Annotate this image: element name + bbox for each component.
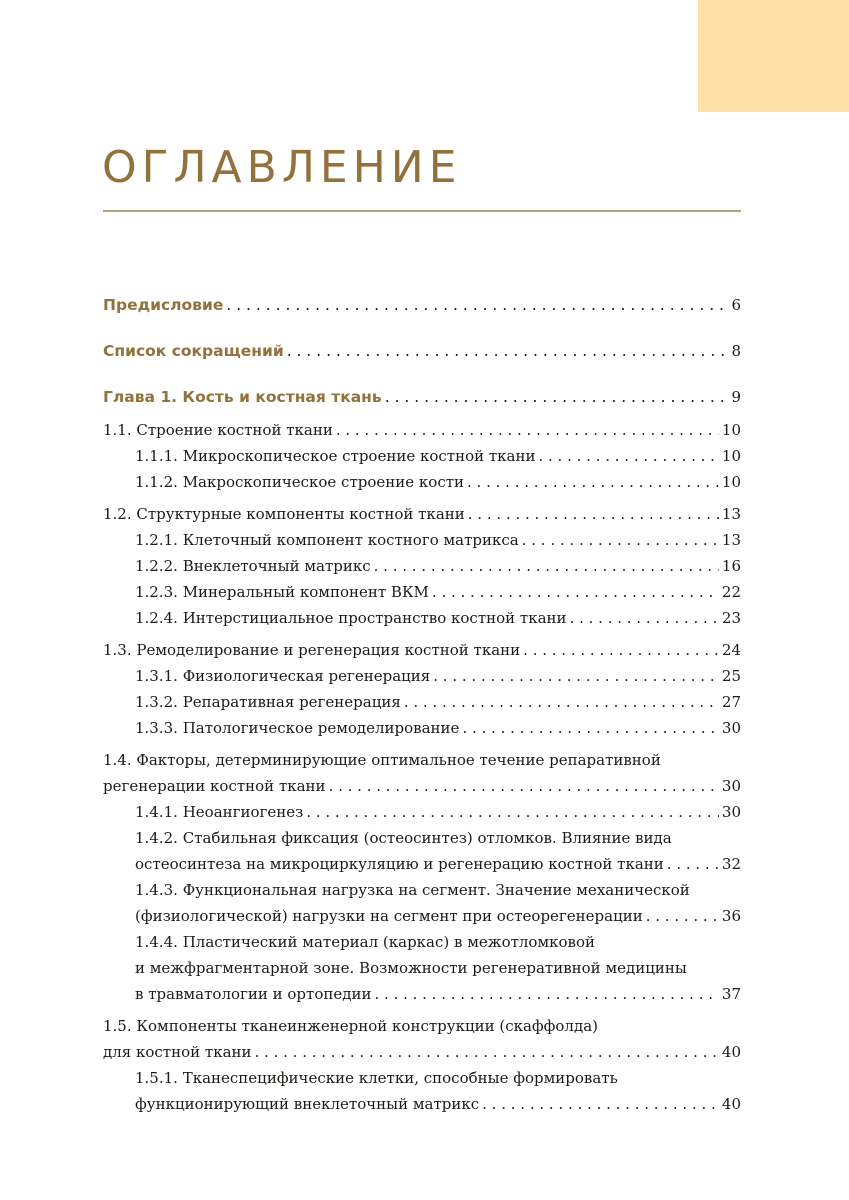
toc-page: 8 [731, 342, 741, 360]
toc-entry-1-2-3[interactable] [103, 579, 741, 605]
leader-dots [570, 605, 719, 631]
toc-label: 1.2.3. Минеральный компонент ВКМ [135, 583, 429, 601]
toc-entry-1-2-4[interactable] [103, 605, 741, 631]
toc-entry-1-5[interactable] [103, 1013, 741, 1065]
toc-label: 1.2.1. Клеточный компонент костного матрикса [135, 531, 519, 549]
toc-label: 1.1.2. Макроскопическое строение кости [135, 473, 465, 491]
toc-entry-1-3[interactable] [103, 637, 741, 663]
toc-entry-1-4-1[interactable] [103, 799, 741, 825]
toc-entry-1-4-4[interactable] [103, 929, 741, 1007]
toc-line [103, 1065, 741, 1091]
leader-dots [226, 291, 728, 319]
toc-line [103, 1013, 741, 1039]
toc-page: 30 [721, 803, 741, 821]
toc-line [103, 825, 741, 851]
leader-dots [385, 383, 729, 411]
toc-page: 9 [731, 388, 741, 406]
toc-label-line2: и межфрагментарной зоне. Возможности регенеративной медицины [135, 959, 687, 977]
toc-label-line2: остеосинтеза на микроциркуляцию и регенерацию костной ткани [135, 855, 664, 873]
toc-page: 40 [721, 1095, 741, 1113]
toc-label-line1: 1.5.1. Тканеспецифические клетки, способные формировать [135, 1069, 618, 1087]
toc-page: 13 [721, 505, 741, 523]
toc-label: 1.4.1. Неоангиогенез [135, 803, 304, 821]
toc-label-line1: 1.4.4. Пластический материал (каркас) в межотломковой [135, 933, 596, 951]
leader-dots [432, 579, 719, 605]
leader-dots [667, 851, 719, 877]
toc-label-line3: в травматологии и ортопедии [135, 985, 372, 1003]
toc-label: 1.1.1. Микроскопическое строение костной ткани [135, 447, 536, 465]
toc-entry-1-2-2[interactable] [103, 553, 741, 579]
leader-dots [329, 773, 719, 799]
toc-line [103, 1091, 741, 1117]
leader-dots [306, 799, 719, 825]
toc-page: 27 [721, 693, 741, 711]
leader-dots [538, 443, 718, 469]
toc-line [103, 1039, 741, 1065]
toc-entry-1-1-1[interactable] [103, 443, 741, 469]
toc-entry-1-3-2[interactable] [103, 689, 741, 715]
toc-page: 10 [721, 447, 741, 465]
toc-page: 40 [721, 1043, 741, 1061]
toc-line [103, 929, 741, 955]
toc-page: 37 [721, 985, 741, 1003]
toc-label-line1: 1.4.2. Стабильная фиксация (остеосинтез) отломков. Влияние вида [135, 829, 672, 847]
toc-label: 1.3. Ремоделирование и регенерация костной ткани [103, 641, 521, 659]
toc-page: 10 [721, 473, 741, 491]
leader-dots [467, 469, 719, 495]
toc-page: 32 [721, 855, 741, 873]
corner-color-block [698, 0, 849, 112]
toc-page: 36 [721, 907, 741, 925]
toc-page: 23 [721, 609, 741, 627]
toc-label: 1.3.2. Репаративная регенерация [135, 693, 401, 711]
leader-dots [468, 501, 719, 527]
toc-line [103, 851, 741, 877]
leader-dots [287, 337, 729, 365]
toc-page: 25 [721, 667, 741, 685]
leader-dots [646, 903, 719, 929]
toc-entry-abbreviations[interactable] [103, 337, 741, 365]
toc-line [103, 773, 741, 799]
leader-dots [374, 553, 719, 579]
toc-label-line2: для костной ткани [103, 1043, 252, 1061]
toc-page: 16 [721, 557, 741, 575]
toc-entry-1-4-3[interactable] [103, 877, 741, 929]
toc-entry-1-3-1[interactable] [103, 663, 741, 689]
toc-line [103, 747, 741, 773]
toc-label: Предисловие [103, 296, 224, 314]
toc-label: Глава 1. Кость и костная ткань [103, 388, 382, 406]
toc-page: 6 [731, 296, 741, 314]
leader-dots [433, 663, 719, 689]
toc-label: 1.3.3. Патологическое ремоделирование [135, 719, 460, 737]
toc-line [103, 981, 741, 1007]
toc-line [103, 955, 741, 981]
leader-dots [336, 417, 719, 443]
toc-label: 1.1. Строение костной ткани [103, 421, 333, 439]
toc-label: 1.2.2. Внеклеточный матрикс [135, 557, 371, 575]
toc-label: 1.2. Структурные компоненты костной ткани [103, 505, 465, 523]
toc-label-line1: 1.4.3. Функциональная нагрузка на сегмент. Значение механической [135, 881, 690, 899]
toc-page: 13 [721, 531, 741, 549]
toc-entry-1-2[interactable] [103, 501, 741, 527]
leader-dots [523, 637, 719, 663]
leader-dots [404, 689, 719, 715]
leader-dots [255, 1039, 719, 1065]
toc-page: 22 [721, 583, 741, 601]
toc-label: 1.2.4. Интерстициальное пространство костной ткани [135, 609, 567, 627]
toc-page: 10 [721, 421, 741, 439]
toc-entry-1-4-2[interactable] [103, 825, 741, 877]
title-divider [103, 210, 741, 212]
leader-dots [482, 1091, 719, 1117]
toc-page: 30 [721, 719, 741, 737]
toc-label-line1: 1.5. Компоненты тканеинженерной конструкции (скаффолда) [103, 1017, 598, 1035]
toc-entry-1-4[interactable] [103, 747, 741, 799]
table-of-contents [103, 291, 741, 1117]
page-title: ОГЛАВЛЕНИЕ [102, 142, 462, 193]
toc-label: Список сокращений [103, 342, 284, 360]
leader-dots [374, 981, 718, 1007]
toc-entry-1-1[interactable] [103, 417, 741, 443]
toc-label: 1.3.1. Физиологическая регенерация [135, 667, 431, 685]
leader-dots [462, 715, 718, 741]
toc-label-line1: 1.4. Факторы, детерминирующие оптимальное течение репаративной [103, 751, 661, 769]
toc-line [103, 903, 741, 929]
toc-entry-1-2-1[interactable] [103, 527, 741, 553]
toc-label-line2: (физиологической) нагрузки на сегмент при остеорегенерации [135, 907, 643, 925]
leader-dots [522, 527, 719, 553]
toc-entry-1-3-3[interactable] [103, 715, 741, 741]
toc-page: 24 [721, 641, 741, 659]
toc-page: 30 [721, 777, 741, 795]
toc-label-line2: функционирующий внеклеточный матрикс [135, 1095, 480, 1113]
toc-entry-preface[interactable] [103, 291, 741, 319]
toc-label-line2: регенерации костной ткани [103, 777, 326, 795]
toc-entry-chapter-1[interactable] [103, 383, 741, 411]
toc-entry-1-5-1[interactable] [103, 1065, 741, 1117]
toc-entry-1-1-2[interactable] [103, 469, 741, 495]
toc-line [103, 877, 741, 903]
